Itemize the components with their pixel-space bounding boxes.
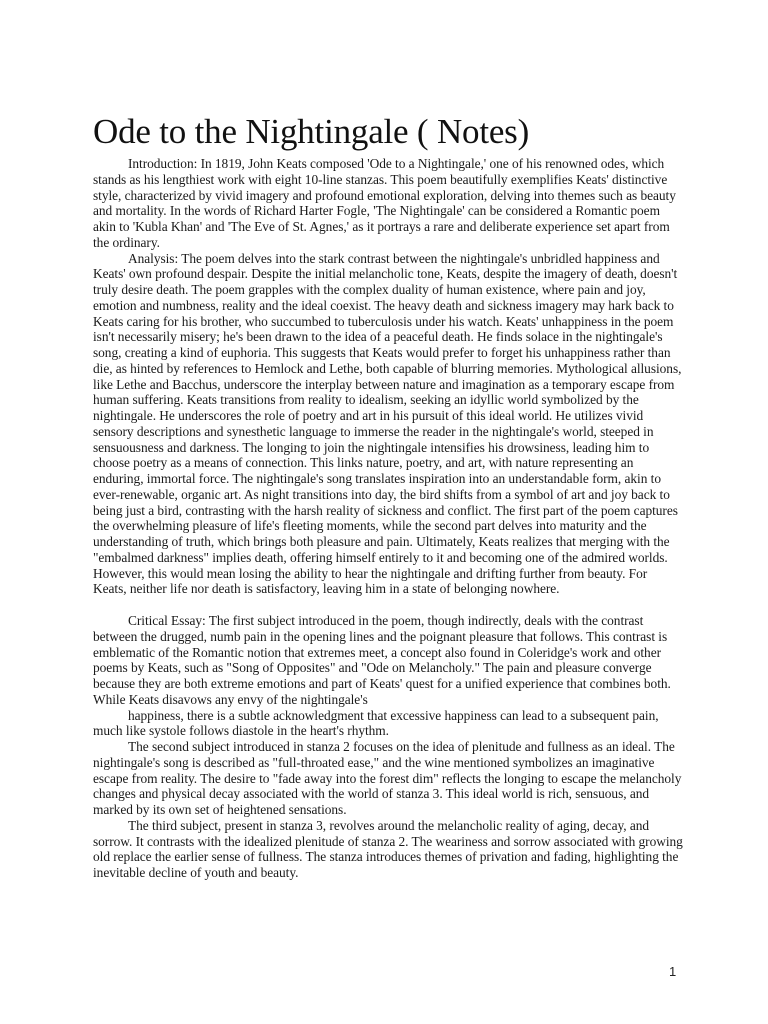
paragraph-critical-essay-continued: happiness, there is a subtle acknowledgment that excessive happiness can lead to a subsequent pain, much like systole follows diastole in the heart's rhythm. xyxy=(93,707,659,739)
paragraph-third-subject: The third subject, present in stanza 3, revolves around the melancholic reality of aging, decay, and sorrow. It contrasts with the idealized plenitude of stanza 2. The weariness and sorrow associated with growing old replace the earlier sense of fullness. The stanza introduces themes of privation and fading, highlighting the inevitable decline of youth and beauty. xyxy=(93,817,683,880)
page-number: 1 xyxy=(669,964,677,979)
paragraph-critical-essay: Critical Essay: The first subject introduced in the poem, though indirectly, deals with the contrast between the drugged, numb pain in the opening lines and the poignant pleasure that follows. This contrast is emblematic of the Romantic notion that extremes meet, a concept also found in Coleridge's work and other poems by Keats, such as "Song of Opposites" and "Ode on Melancholy." The pain and pleasure converge because they are both extreme emotions and part of Keats' quest for a unified experience that combines both. While Keats disavows any envy of the nightingale's xyxy=(93,613,671,707)
document-title: Ode to the Nightingale ( Notes) xyxy=(93,112,530,151)
paragraph-introduction: Introduction: In 1819, John Keats composed 'Ode to a Nightingale,' one of his renowned odes, which stands as his lengthiest work with eight 10-line stanzas. This poem beautifully exemplifies Keats' distinctive style, characterized by vivid imagery and profound emotional exploration, delving into themes such as beauty and mortality. In the words of Richard Harter Fogle, 'The Nightingale' can be considered a Romantic poem akin to 'Kubla Khan' and 'The Eve of St. Agnes,' as it portrays a rare and deliberate experience set apart from the ordinary. xyxy=(93,156,676,250)
paragraph-spacer xyxy=(93,597,683,613)
paragraph-analysis: Analysis: The poem delves into the stark contrast between the nightingale's unbridled happiness and Keats' own profound despair. Despite the initial melancholic tone, Keats, despite the imagery of death, doesn't truly desire death. The poem grapples with the complex duality of human existence, where pain and joy, emotion and numbness, reality and the ideal coexist. The heavy death and sickness imagery may hark back to Keats caring for his brother, who succumbed to tuberculosis under his watch. Keats' unhappiness in the poem isn't necessarily misery; he's been drawn to the idea of a peaceful death. He finds solace in the nightingale's song, creating a kind of euphoria. This suggests that Keats would prefer to forget his unhappiness rather than die, as hinted by references to Hemlock and Lethe, both capable of blurring memories. Mythological allusions, like Lethe and Bacchus, underscore the interplay between nature and imagination as a temporary escape from human suffering. Keats transitions from reality to idealism, seeking an idyllic world symbolized by the nightingale. He underscores the role of poetry and art in his pursuit of this ideal world. He utilizes vivid sensory descriptions and synesthetic language to immerse the reader in the nightingale's world, steeped in sensuousness and darkness. The longing to join the nightingale intensifies his drowsiness, leading him to choose poetry as a means of connection. This links nature, poetry, and art, with nature representing an enduring, immortal force. The nightingale's song translates inspiration into an understandable form, akin to ever-renewable, organic art. As night transitions into day, the bird shifts from a symbol of art and joy back to being just a bird, contrasting with the harsh reality of sickness and conflict. The first part of the poem captures the overwhelming pleasure of life's fleeting moments, while the second part delves into maturity and the understanding of truth, which brings both pleasure and pain. Ultimately, Keats realizes that merging with the "embalmed darkness" implies death, offering himself entirely to it and becoming one of the admired worlds. However, this would mean losing the ability to hear the nightingale and drifting further from beauty. For Keats, neither life nor death is satisfactory, leaving him in a state of belonging nowhere. xyxy=(93,250,682,597)
paragraph-second-subject: The second subject introduced in stanza 2 focuses on the idea of plenitude and fullness as an ideal. The nightingale's song is described as "full-throated ease," and the wine mentioned symbolizes an imaginative escape from reality. The desire to "fade away into the forest dim" reflects the longing to escape the melancholy changes and physical decay associated with the world of stanza 3. This ideal world is rich, sensuous, and marked by its own set of heightened sensations. xyxy=(93,739,682,817)
document-page xyxy=(93,112,683,881)
